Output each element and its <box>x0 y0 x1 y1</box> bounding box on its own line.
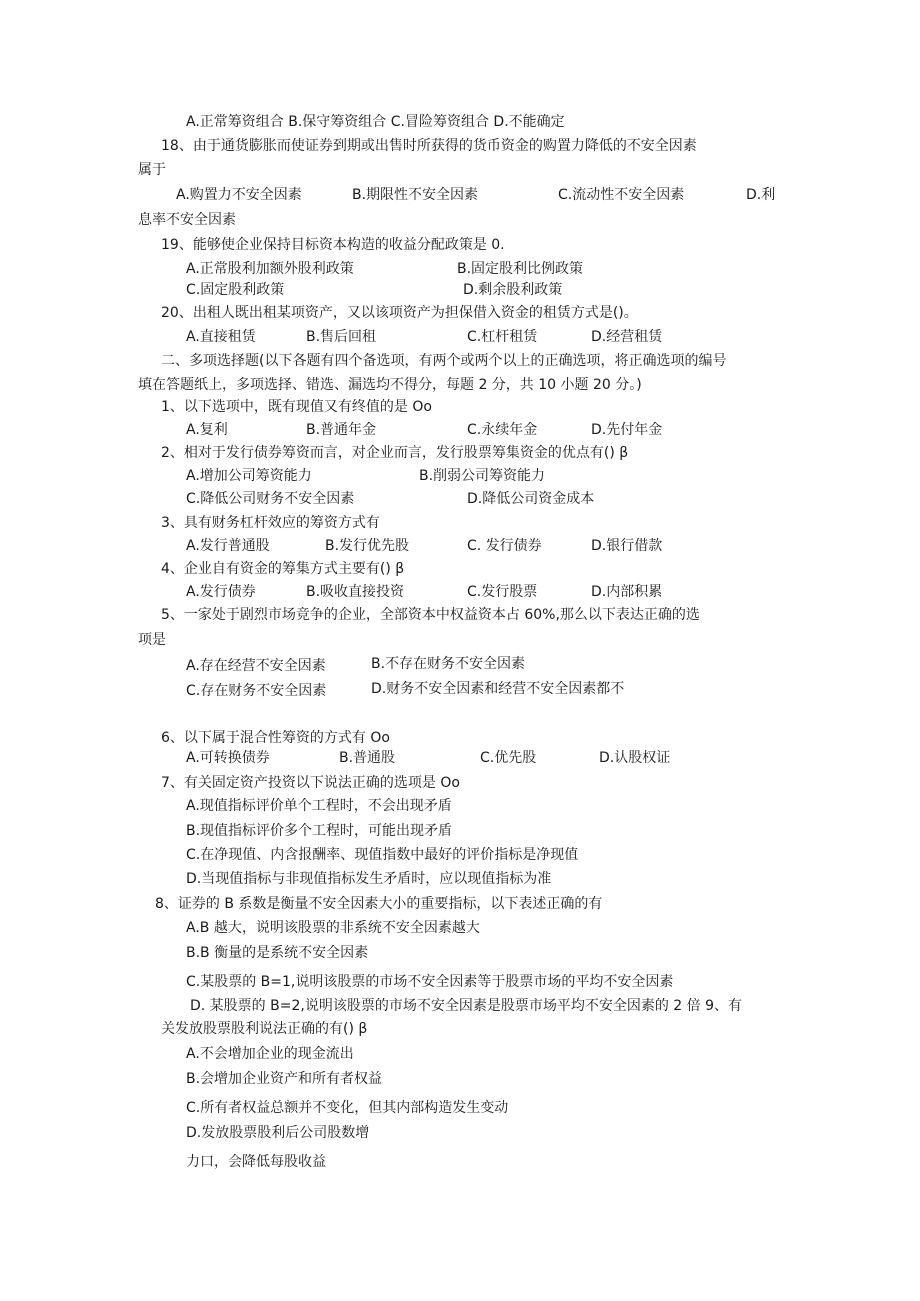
text-line: D.剩余股利政策 <box>463 282 563 298</box>
text-line: A.不会增加企业的现金流出 <box>186 1046 354 1062</box>
text-line: A.直接租赁 <box>186 329 256 345</box>
text-line: 8、证券的 B 系数是衡量不安全因素大小的重要指标，以下表述正确的有 <box>155 896 603 912</box>
text-line: 项是 <box>138 632 166 648</box>
text-line: 6、以下属于混合性筹资的方式有 Oo <box>161 730 390 746</box>
text-line: 4、企业自有资金的筹集方式主要有() β <box>161 561 405 577</box>
text-line: 2、相对于发行债券筹资而言，对企业而言，发行股票筹集资金的优点有() β <box>161 445 629 461</box>
text-line: 7、有关固定资产投资以下说法正确的选项是 Oo <box>161 775 460 791</box>
text-line: 20、出租人既出租某项资产，又以该项资产为担保借入资金的租赁方式是()。 <box>161 305 638 321</box>
text-line: 息率不安全因素 <box>138 212 236 228</box>
text-line: A.发行普通股 <box>186 538 270 554</box>
text-line: B.普通年金 <box>306 422 377 438</box>
text-line: 19、能够使企业保持目标资本构造的收益分配政策是 0. <box>161 237 505 253</box>
text-line: A.复利 <box>186 422 228 438</box>
text-line: C.固定股利政策 <box>186 282 285 298</box>
text-line: 3、具有财务杠杆效应的筹资方式有 <box>161 515 380 531</box>
text-line: D.当现值指标与非现值指标发生矛盾时，应以现值指标为准 <box>186 871 552 887</box>
text-line: C.发行股票 <box>467 584 538 600</box>
text-line: 5、一家处于剧烈市场竞争的企业，全部资本中权益资本占 60%,那么以下表达正确的选 <box>161 607 700 623</box>
text-line: B.普通股 <box>339 750 396 766</box>
text-line: D.银行借款 <box>591 538 663 554</box>
text-line: C.某股票的 B=1,说明该股票的市场不安全因素等于股票市场的平均不安全因素 <box>186 974 674 990</box>
text-line: B.B 衡量的是系统不安全因素 <box>186 945 369 961</box>
text-line: A.可转换债券 <box>186 750 270 766</box>
text-line: C.流动性不安全因素 <box>558 187 685 203</box>
text-line: 18、由于通货膨胀而使证券到期或出售时所获得的货币资金的购置力降低的不安全因素 <box>161 138 697 154</box>
text-line: D.降低公司资金成本 <box>467 491 595 507</box>
text-line: A.购置力不安全因素 <box>176 187 302 203</box>
text-line: C.永续年金 <box>467 422 538 438</box>
text-line: D.先付年金 <box>591 422 663 438</box>
text-line: D.发放股票股利后公司股数增 <box>186 1125 370 1141</box>
text-line: B.吸收直接投资 <box>306 584 405 600</box>
text-line: C.优先股 <box>480 750 537 766</box>
text-line: C. 发行债券 <box>467 538 542 554</box>
text-line: 属于 <box>138 162 166 178</box>
text-line: B.期限性不安全因素 <box>352 187 479 203</box>
text-line: A.正常股利加额外股利政策 <box>186 261 354 277</box>
text-line: A.发行债券 <box>186 584 256 600</box>
text-line: A.正常筹资组合 B.保守筹资组合 C.冒险筹资组合 D.不能确定 <box>186 114 565 130</box>
text-line: B.售后回租 <box>306 329 377 345</box>
text-line: B.现值指标评价多个工程时，可能出现矛盾 <box>186 823 453 839</box>
text-line: A.存在经营不安全因素 <box>186 658 326 674</box>
text-line: B.不存在财务不安全因素 <box>371 656 526 672</box>
text-line: B.固定股利比例政策 <box>457 261 584 277</box>
text-line: D.财务不安全因素和经营不安全因素都不 <box>371 681 625 697</box>
text-line: C.在净现值、内含报酬率、现值指数中最好的评价指标是净现值 <box>186 847 579 863</box>
text-line: D.认股权证 <box>599 750 671 766</box>
text-line: B.发行优先股 <box>325 538 410 554</box>
text-line: C.存在财务不安全因素 <box>186 683 327 699</box>
text-line: 1、以下选项中，既有现值又有终值的是 Oo <box>161 399 432 415</box>
text-line: C.杠杆租赁 <box>467 329 538 345</box>
text-line: 力口，会降低每股收益 <box>186 1154 326 1170</box>
text-line: B.会增加企业资产和所有者权益 <box>186 1071 383 1087</box>
text-line: D.经营租赁 <box>591 329 663 345</box>
text-line: 关发放股票股利说法正确的有() β <box>161 1021 368 1037</box>
text-line: A.B 越大，说明该股票的非系统不安全因素越大 <box>186 920 480 936</box>
text-line: C.所有者权益总额并不变化，但其内部构造发生变动 <box>186 1100 509 1116</box>
text-line: A.增加公司筹资能力 <box>186 468 312 484</box>
text-line: D.利 <box>746 187 776 203</box>
text-line: C.降低公司财务不安全因素 <box>186 491 355 507</box>
text-line: A.现值指标评价单个工程时，不会出现矛盾 <box>186 798 452 814</box>
text-line: D. 某股票的 B=2,说明该股票的市场不安全因素是股票市场平均不安全因素的 2 倍 9、有 <box>190 998 742 1014</box>
text-line: 填在答题纸上，多项选择、错选、漏选均不得分，每题 2 分，共 10 小题 20 分。) <box>138 377 642 393</box>
text-line: B.削弱公司筹资能力 <box>419 468 546 484</box>
text-line: 二、多项选择题(以下各题有四个备选项，有两个或两个以上的正确选项，将正确选项的编号 <box>161 353 727 369</box>
text-line: D.内部积累 <box>591 584 663 600</box>
